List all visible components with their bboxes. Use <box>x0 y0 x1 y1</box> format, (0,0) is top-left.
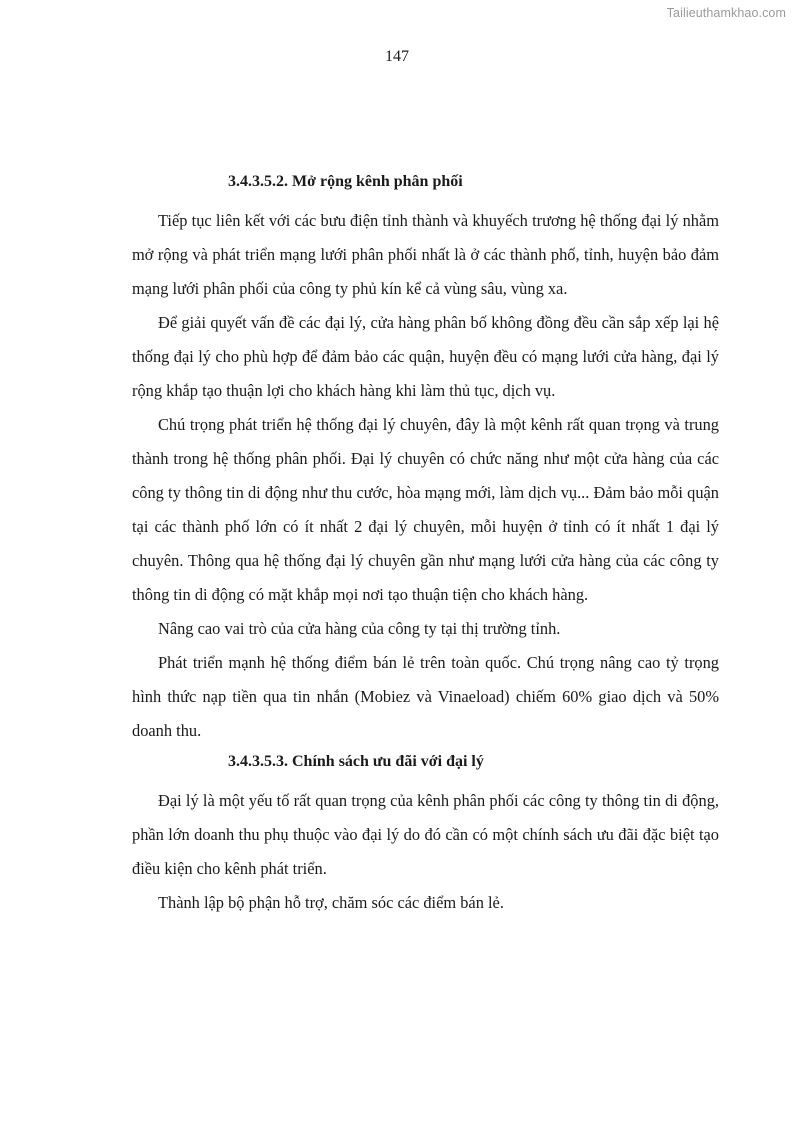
paragraph: Tiếp tục liên kết với các bưu điện tỉnh thành và khuyếch trương hệ thống đại lý nhằm mở rộng và phát triển mạng lưới phân phối nhất là ở các thành phố, tỉnh, huyện bảo đảm mạng lưới phân phối của công ty phủ kín kể cả vùng sâu, vùng xa. <box>132 211 719 298</box>
paragraph: Phát triển mạnh hệ thống điểm bán lẻ trên toàn quốc. Chú trọng nâng cao tỷ trọng hình thức nạp tiền qua tin nhắn (Mobiez và Vinaeload) chiếm 60% giao dịch và 50% doanh thu. <box>132 653 719 740</box>
section-heading-expand-distribution: 3.4.3.5.2. Mở rộng kênh phân phối <box>228 173 463 190</box>
section-heading-agent-incentives: 3.4.3.5.3. Chính sách ưu đãi với đại lý <box>228 753 484 770</box>
document-body <box>132 170 719 920</box>
paragraph: Chú trọng phát triển hệ thống đại lý chuyên, đây là một kênh rất quan trọng và trung thành trong hệ thống phân phối. Đại lý chuyên có chức năng như một cửa hàng của các công ty thông tin di động như thu cước, hòa mạng mới, làm dịch vụ... Đảm bảo mỗi quận tại các thành phố lớn có ít nhất 2 đại lý chuyên, mỗi huyện ở tỉnh có ít nhất 1 đại lý chuyên. Thông qua hệ thống đại lý chuyên gần như mạng lưới cửa hàng của các công ty thông tin di động có mặt khắp mọi nơi tạo thuận tiện cho khách hàng. <box>132 415 719 604</box>
watermark-text: Tailieuthamkhao.com <box>666 6 786 20</box>
paragraph: Đại lý là một yếu tố rất quan trọng của kênh phân phối các công ty thông tin di động, phần lớn doanh thu phụ thuộc vào đại lý do đó cần có một chính sách ưu đãi đặc biệt tạo điều kiện cho kênh phát triển. <box>132 791 719 878</box>
page-number: 147 <box>385 48 409 65</box>
paragraph: Thành lập bộ phận hỗ trợ, chăm sóc các điểm bán lẻ. <box>158 893 504 912</box>
paragraph: Để giải quyết vấn đề các đại lý, cửa hàng phân bố không đồng đều cần sắp xếp lại hệ thống đại lý cho phù hợp để đảm bảo các quận, huyện đều có mạng lưới cửa hàng, đại lý rộng khắp tạo thuận lợi cho khách hàng khi làm thủ tục, dịch vụ. <box>132 313 719 400</box>
paragraph: Nâng cao vai trò của cửa hàng của công ty tại thị trường tỉnh. <box>158 619 561 638</box>
